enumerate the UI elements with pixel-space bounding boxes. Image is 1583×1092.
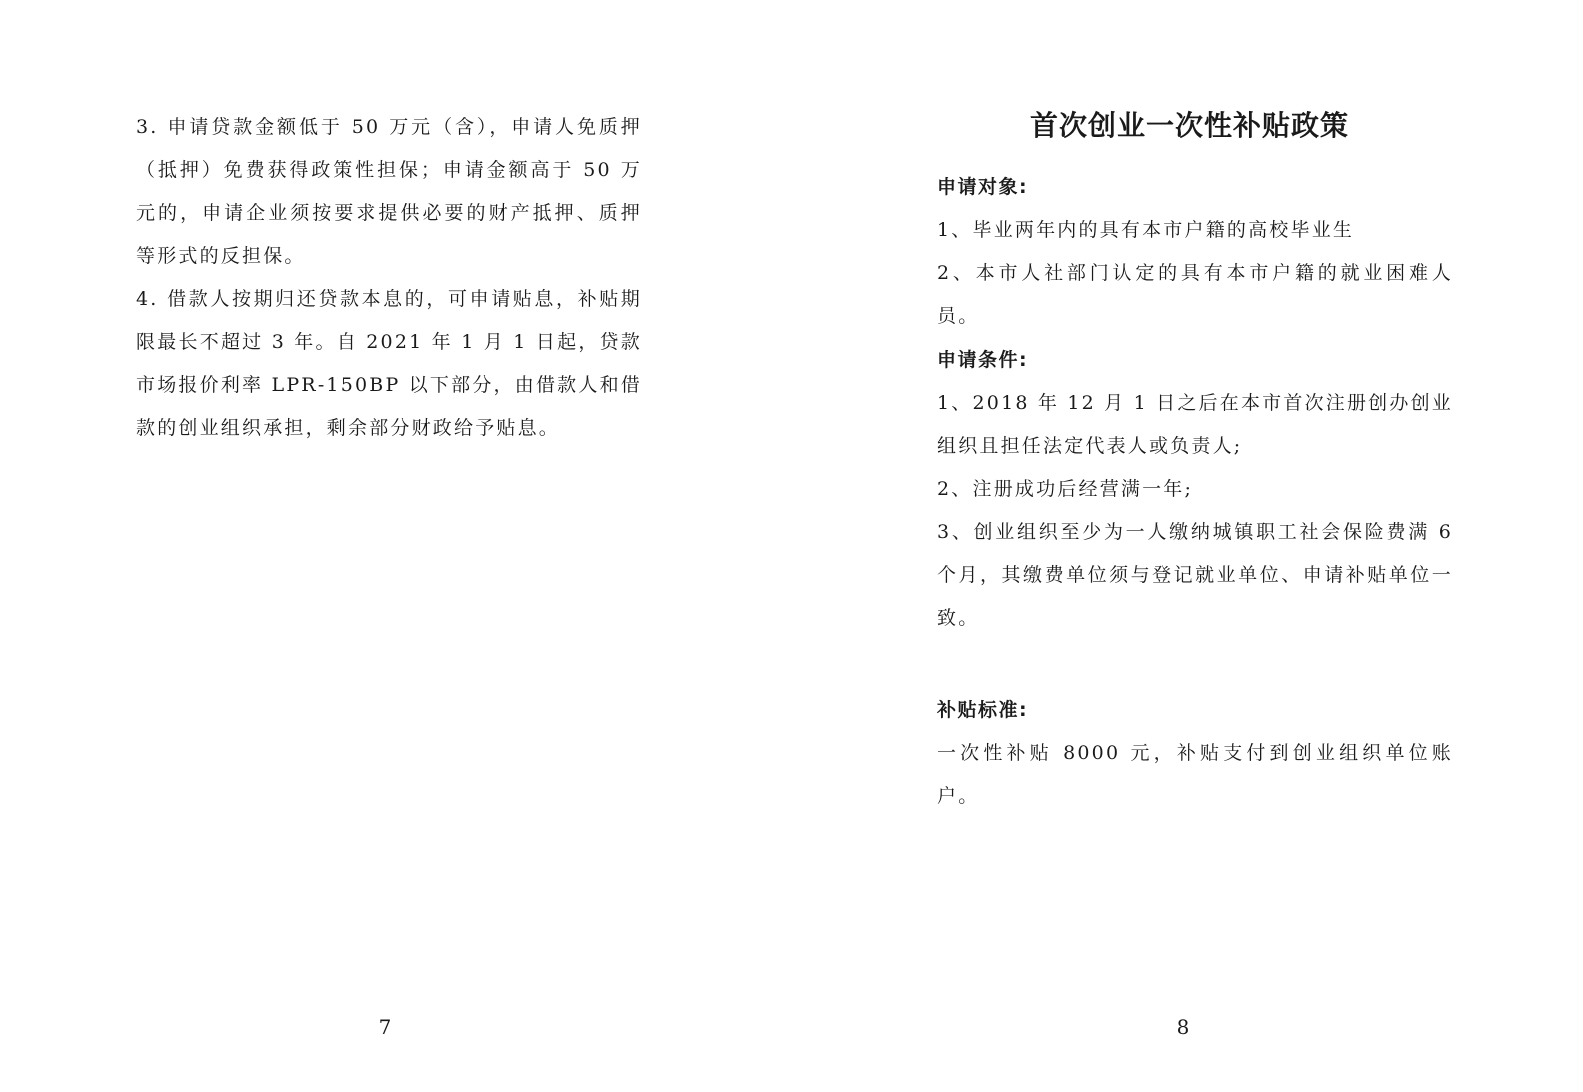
paragraph-item-4: 4. 借款人按期归还贷款本息的，可申请贴息，补贴期限最长不超过 3 年。自 2021 年 1 月 1 日起，贷款市场报价利率 LPR-150BP 以下部分，由借款人和借款的创业组织承担，剩余部分财政给予贴息。 <box>136 288 642 439</box>
list-item: 一次性补贴 8000 元，补贴支付到创业组织单位账户。 <box>937 742 1453 807</box>
section-applicants <box>937 166 1453 338</box>
paragraph-item-3: 3. 申请贷款金额低于 50 万元（含），申请人免质押（抵押）免费获得政策性担保；申请金额高于 50 万元的，申请企业须按要求提供必要的财产抵押、质押等形式的反担保。 <box>136 116 642 267</box>
list-item: 3、创业组织至少为一人缴纳城镇职工社会保险费满 6 个月，其缴费单位须与登记就业单位、申请补贴单位一致。 <box>937 521 1453 629</box>
page-number: 7 <box>378 1015 392 1039</box>
right-page <box>790 0 1583 1092</box>
section-heading: 申请对象: <box>937 176 1029 198</box>
section-heading: 补贴标准: <box>937 699 1029 721</box>
left-page-body <box>136 106 642 450</box>
list-item: 2、注册成功后经营满一年; <box>937 478 1194 500</box>
list-item: 2、本市人社部门认定的具有本市户籍的就业困难人员。 <box>937 262 1453 327</box>
page-title: 首次创业一次性补贴政策 <box>1029 109 1349 142</box>
left-page <box>0 0 790 1092</box>
section-heading: 申请条件: <box>937 349 1029 371</box>
list-item: 1、毕业两年内的具有本市户籍的高校毕业生 <box>937 219 1355 241</box>
list-item: 1、2018 年 12 月 1 日之后在本市首次注册创办创业组织且担任法定代表人或负责人; <box>937 392 1453 457</box>
page-number: 8 <box>1176 1015 1190 1039</box>
section-conditions <box>937 339 1453 640</box>
section-standard <box>937 689 1453 818</box>
